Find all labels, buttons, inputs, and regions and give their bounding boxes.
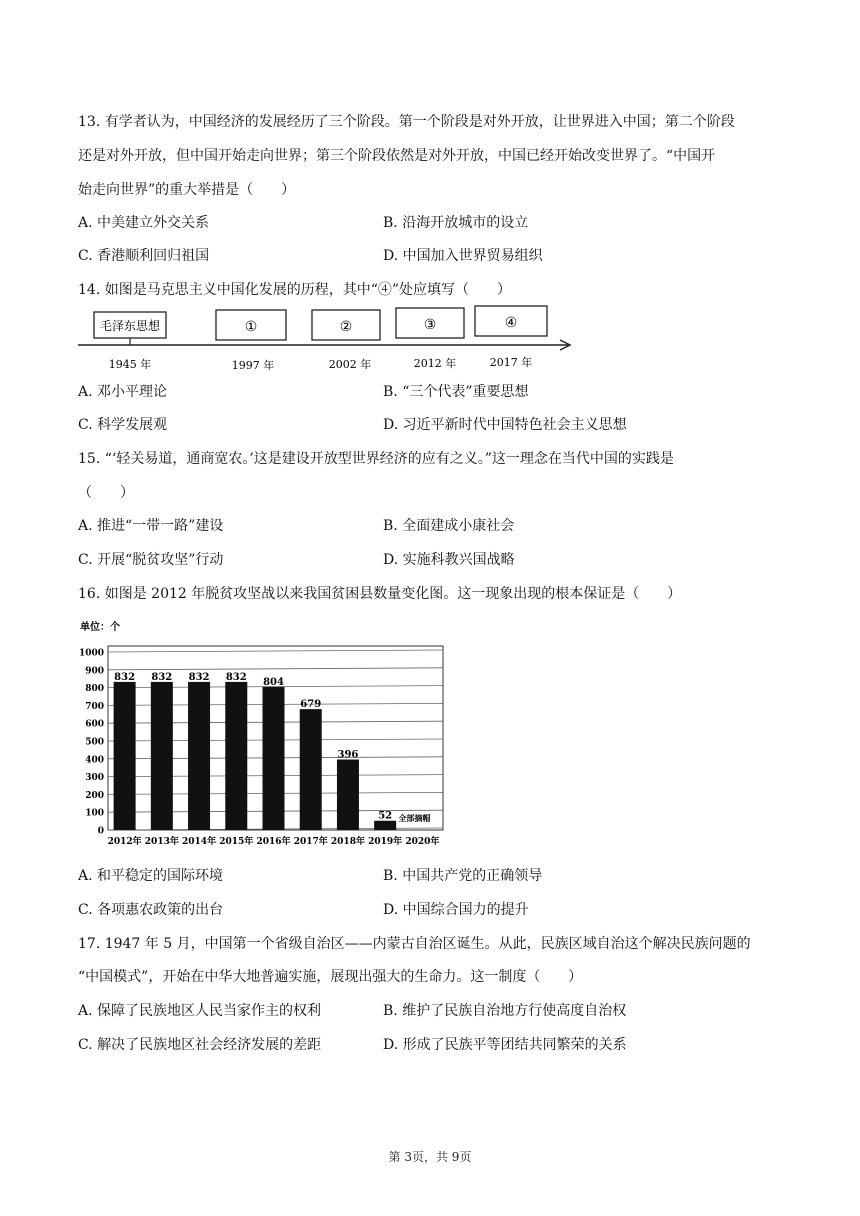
q15-option-d[interactable]: D. 实施科教兴国战略 (383, 552, 515, 568)
q13-option-d[interactable]: D. 中国加入世界贸易组织 (383, 248, 543, 264)
timeline-box-5 (475, 306, 547, 336)
chart-bar (337, 760, 359, 830)
chart-ytick-label: 0 (97, 826, 104, 837)
chart-bar (188, 682, 210, 830)
q13-line-3: 始走向世界”的重大举措是（ ） (78, 182, 296, 198)
chart-xtick-label: 2012年 (107, 837, 142, 847)
q16-option-d[interactable]: D. 中国综合国力的提升 (383, 902, 529, 918)
q14-option-a[interactable]: A. 邓小平理论 (78, 384, 168, 400)
chart-data-label: 832 (225, 671, 247, 683)
chart-ytick-label: 500 (85, 737, 104, 748)
chart-bar (374, 821, 396, 830)
q16-line-1: 16. 如图是 2012 年脱贫攻坚战以来我国贫困县数量变化图。这一现象出现的根本保证是（ ） (78, 586, 682, 602)
q15-option-a[interactable]: A. 推进“一带一路”建设 (78, 518, 224, 534)
chart-ytick-label: 1000 (78, 648, 104, 659)
timeline-year-5: 2017 年 (489, 356, 533, 369)
chart-bar (263, 687, 285, 830)
chart-ytick-label: 800 (85, 684, 104, 695)
timeline-box-1 (94, 312, 166, 338)
page-footer: 第 3页，共 9页 (388, 1150, 472, 1164)
chart-unit-label: 单位：个 (80, 622, 120, 633)
chart-xtick-label: 2014年 (182, 837, 217, 847)
q13-line-1: 13. 有学者认为，中国经济的发展经历了三个阶段。第一个阶段是对外开放，让世界进入中国；第二个阶段 (78, 114, 735, 130)
q15-option-c[interactable]: C. 开展“脱贫攻坚”行动 (78, 552, 224, 568)
timeline-year-1: 1945 年 (108, 358, 152, 371)
chart-gridline (108, 668, 443, 670)
q17-option-c[interactable]: C. 解决了民族地区社会经济发展的差距 (78, 1037, 322, 1053)
chart-data-label: 396 (337, 749, 359, 761)
chart-ytick-label: 300 (85, 773, 104, 784)
q14-option-d[interactable]: D. 习近平新时代中国特色社会主义思想 (383, 417, 627, 433)
q17-line-2: “中国模式”，开始在中华大地普遍实施，展现出强大的生命力。这一制度（ ） (78, 969, 583, 985)
q17-option-d[interactable]: D. 形成了民族平等团结共同繁荣的关系 (383, 1037, 627, 1053)
svg-text:①: ① (244, 319, 258, 335)
chart-xtick-label: 2018年 (330, 837, 365, 847)
q16-option-b[interactable]: B. 中国共产党的正确领导 (383, 868, 543, 884)
chart-data-label: 804 (263, 676, 284, 688)
chart-xtick-label: 2020年 (405, 837, 440, 847)
chart-bar (151, 682, 173, 830)
chart-data-label: 全部摘帽 (398, 813, 431, 823)
q17-option-a[interactable]: A. 保障了民族地区人民当家作主的权利 (78, 1003, 322, 1019)
chart-bar (300, 709, 322, 830)
q15-option-b[interactable]: B. 全面建成小康社会 (383, 518, 515, 534)
svg-text:毛泽东思想: 毛泽东思想 (99, 319, 161, 333)
q14-line-1: 14. 如图是马克思主义中国化发展的历程，其中“④”处应填写（ ） (78, 282, 512, 298)
chart-gridline (108, 650, 443, 652)
q13-line-2: 还是对外开放，但中国开始走向世界；第三个阶段依然是对外开放，中国已经开始改变世界了。“中国开 (78, 148, 716, 164)
svg-text:④: ④ (504, 315, 518, 331)
chart-data-label: 52 (378, 810, 393, 822)
chart-xtick-label: 2015年 (219, 837, 254, 847)
chart-bar (225, 682, 247, 830)
timeline-box-2 (216, 310, 286, 340)
timeline-year-4: 2012 年 (413, 357, 457, 370)
chart-ytick-label: 100 (85, 808, 104, 819)
q13-option-a[interactable]: A. 中美建立外交关系 (78, 215, 210, 231)
chart-ytick-label: 400 (85, 755, 104, 766)
chart-xtick-label: 2017年 (293, 837, 328, 847)
q17-option-b[interactable]: B. 维护了民族自治地方行使高度自治权 (383, 1003, 627, 1019)
chart-ytick-label: 600 (85, 719, 104, 730)
chart-ytick-label: 900 (85, 666, 104, 677)
q15-line-1: 15. “‘轻关易道，通商宽农。’这是建设开放型世界经济的应有之义。”这一理念在当代中国的实践是 (78, 451, 674, 467)
chart-xtick-label: 2016年 (256, 837, 291, 847)
q16-option-c[interactable]: C. 各项惠农政策的出台 (78, 902, 224, 918)
q15-line-2: （ ） (78, 485, 134, 501)
q14-option-b[interactable]: B. “三个代表”重要思想 (383, 384, 529, 400)
q16-option-a[interactable]: A. 和平稳定的国际环境 (78, 868, 224, 884)
timeline-figure (78, 304, 578, 376)
chart-ytick-label: 200 (85, 790, 104, 801)
timeline-year-3: 2002 年 (328, 358, 372, 371)
poverty-county-bar-chart (78, 618, 458, 854)
q17-line-1: 17. 1947 年 5 月，中国第一个省级自治区——内蒙古自治区诞生。从此，民族区域自治这个解决民族问题的 (78, 936, 751, 952)
timeline-box-4 (396, 308, 464, 338)
q13-option-b[interactable]: B. 沿海开放城市的设立 (383, 215, 529, 231)
svg-text:②: ② (339, 319, 353, 335)
q14-option-c[interactable]: C. 科学发展观 (78, 417, 168, 433)
chart-xtick-label: 2013年 (144, 837, 179, 847)
timeline-year-2: 1997 年 (231, 359, 275, 372)
chart-data-label: 679 (300, 699, 322, 711)
chart-ytick-label: 700 (85, 701, 104, 712)
chart-xtick-label: 2019年 (368, 837, 403, 847)
chart-bar (114, 682, 136, 830)
chart-data-label: 832 (188, 671, 210, 683)
chart-data-label: 832 (114, 671, 136, 683)
chart-data-label: 832 (151, 671, 173, 683)
timeline-box-3 (312, 310, 380, 340)
q13-option-c[interactable]: C. 香港顺利回归祖国 (78, 248, 210, 264)
svg-text:③: ③ (423, 317, 437, 333)
